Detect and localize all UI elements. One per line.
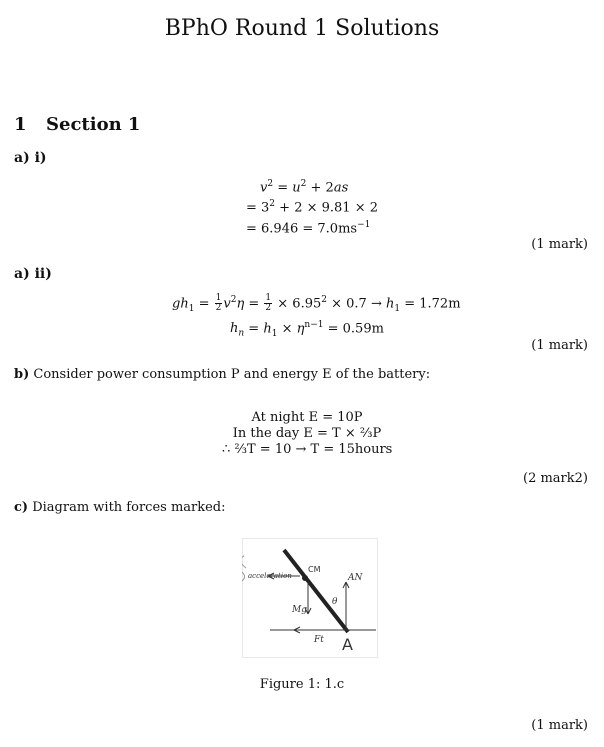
eq-line: ∴ ⅔T = 10 → T = 15hours (222, 442, 393, 457)
figure-frame (243, 539, 378, 658)
document-title: BPhO Round 1 Solutions (164, 16, 440, 41)
part-b-statement: b) Consider power consumption P and energy E of the battery: (14, 367, 431, 382)
equation-a-ii (172, 292, 461, 342)
section-name: Section 1 (46, 114, 141, 135)
eq-line: = $6.946 = 7.0ms^{-1}$ (246, 219, 371, 236)
part-a-i-label: a) i) (14, 150, 47, 166)
label-normal: AN (348, 573, 363, 583)
section-heading (14, 114, 140, 135)
mark-c: (1 mark) (531, 718, 588, 733)
label-angle: θ (332, 597, 338, 607)
mark-a-i: (1 mark) (531, 237, 588, 252)
part-c-statement: c) Diagram with forces marked: (14, 500, 226, 515)
eq-line: At night E = 10P (251, 410, 363, 425)
figure-caption: Figure 1: 1.c (259, 677, 345, 692)
label-cm: CM (308, 565, 321, 574)
eq-line: $h_n = h_1 \times \eta^{n-1} = 0.59m$ (230, 319, 384, 339)
equation-a-i (246, 176, 378, 237)
part-a-ii-label: a) ii) (14, 266, 52, 282)
label-weight: Mg (292, 605, 307, 615)
label-acceleration: acceleration (248, 572, 292, 580)
center-of-mass-dot (302, 575, 308, 581)
section-number: 1 (14, 114, 27, 135)
mark-a-ii: (1 mark) (531, 338, 588, 353)
equation-b (222, 410, 392, 458)
forces-diagram (242, 538, 378, 658)
eq-line: $v^2 = u^2 + 2as$ (260, 179, 349, 196)
label-friction: Ft (314, 635, 324, 645)
mark-b: (2 mark2) (523, 471, 588, 486)
label-point-a: A (342, 635, 353, 654)
eq-line: = $3^2 + 2 \times 9.81 \times 2$ (246, 199, 378, 216)
eq-line: In the day E = T × ⅔P (232, 426, 382, 441)
eq-line: $gh_1$ = $\frac{1}{2}$ $v^2\eta$ = $\frac{1}{2}$ × $6.95^2 \times 0.7 \to h_1 = 1.72m$ (172, 293, 461, 314)
